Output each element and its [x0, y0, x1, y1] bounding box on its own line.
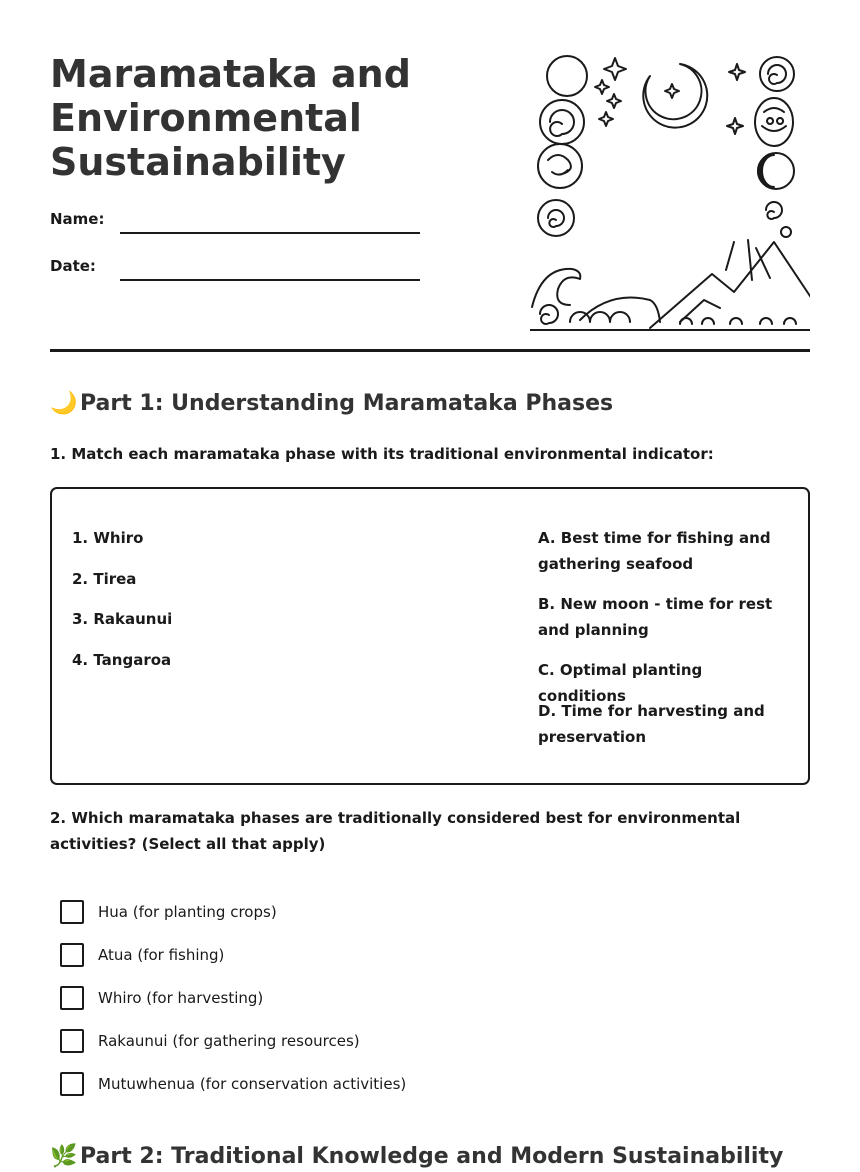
date-field[interactable]	[50, 249, 420, 273]
indicator-item-c: C. Optimal planting conditions	[538, 661, 703, 705]
worksheet-page	[50, 0, 810, 1169]
part1-heading-text: Part 1: Understanding Maramataka Phases	[80, 391, 614, 416]
date-label: Date:	[50, 257, 96, 275]
option-label[interactable]: Hua (for planting crops)	[98, 903, 277, 921]
option-label[interactable]: Mutuwhenua (for conservation activities)	[98, 1075, 407, 1093]
phase-item-tirea: 2. Tirea	[72, 570, 137, 588]
indicator-item-a: A. Best time for fishing and gathering seafood	[538, 529, 771, 573]
worksheet-header	[50, 0, 810, 352]
question-1: 1. Match each maramataka phase with its traditional environmental indicator:	[50, 445, 714, 463]
checkbox[interactable]	[60, 1029, 84, 1053]
part1-heading	[50, 389, 613, 419]
header-divider	[50, 349, 810, 352]
name-line[interactable]	[120, 232, 420, 234]
option-label[interactable]: Atua (for fishing)	[98, 946, 225, 964]
page-title: Maramataka and Environmental Sustainability	[50, 52, 411, 184]
maramataka-illustration-icon	[530, 52, 810, 332]
phase-item-tangaroa: 4. Tangaroa	[72, 651, 172, 669]
phase-item-whiro: 1. Whiro	[72, 529, 144, 547]
checkbox[interactable]	[60, 1072, 84, 1096]
leaf-emoji-icon: 🌿	[50, 1144, 78, 1169]
name-field[interactable]	[50, 202, 420, 226]
checkbox[interactable]	[60, 986, 84, 1010]
matching-box	[50, 487, 810, 785]
phase-item-rakaunui: 3. Rakaunui	[72, 610, 173, 628]
indicator-item-d: D. Time for harvesting and preservation	[538, 702, 765, 746]
date-line[interactable]	[120, 279, 420, 281]
name-label: Name:	[50, 210, 105, 228]
part2-heading-text: Part 2: Traditional Knowledge and Modern Sustainability	[80, 1144, 784, 1169]
question-2: 2. Which maramataka phases are traditionally considered best for environmental activities? (Select all that apply)	[50, 809, 741, 853]
checkbox[interactable]	[60, 943, 84, 967]
option-label[interactable]: Whiro (for harvesting)	[98, 989, 264, 1007]
part2-heading	[50, 1142, 783, 1172]
checkbox[interactable]	[60, 900, 84, 924]
option-label[interactable]: Rakaunui (for gathering resources)	[98, 1032, 360, 1050]
moon-emoji-icon: 🌙	[50, 391, 78, 416]
indicator-item-b: B. New moon - time for rest and planning	[538, 595, 773, 639]
